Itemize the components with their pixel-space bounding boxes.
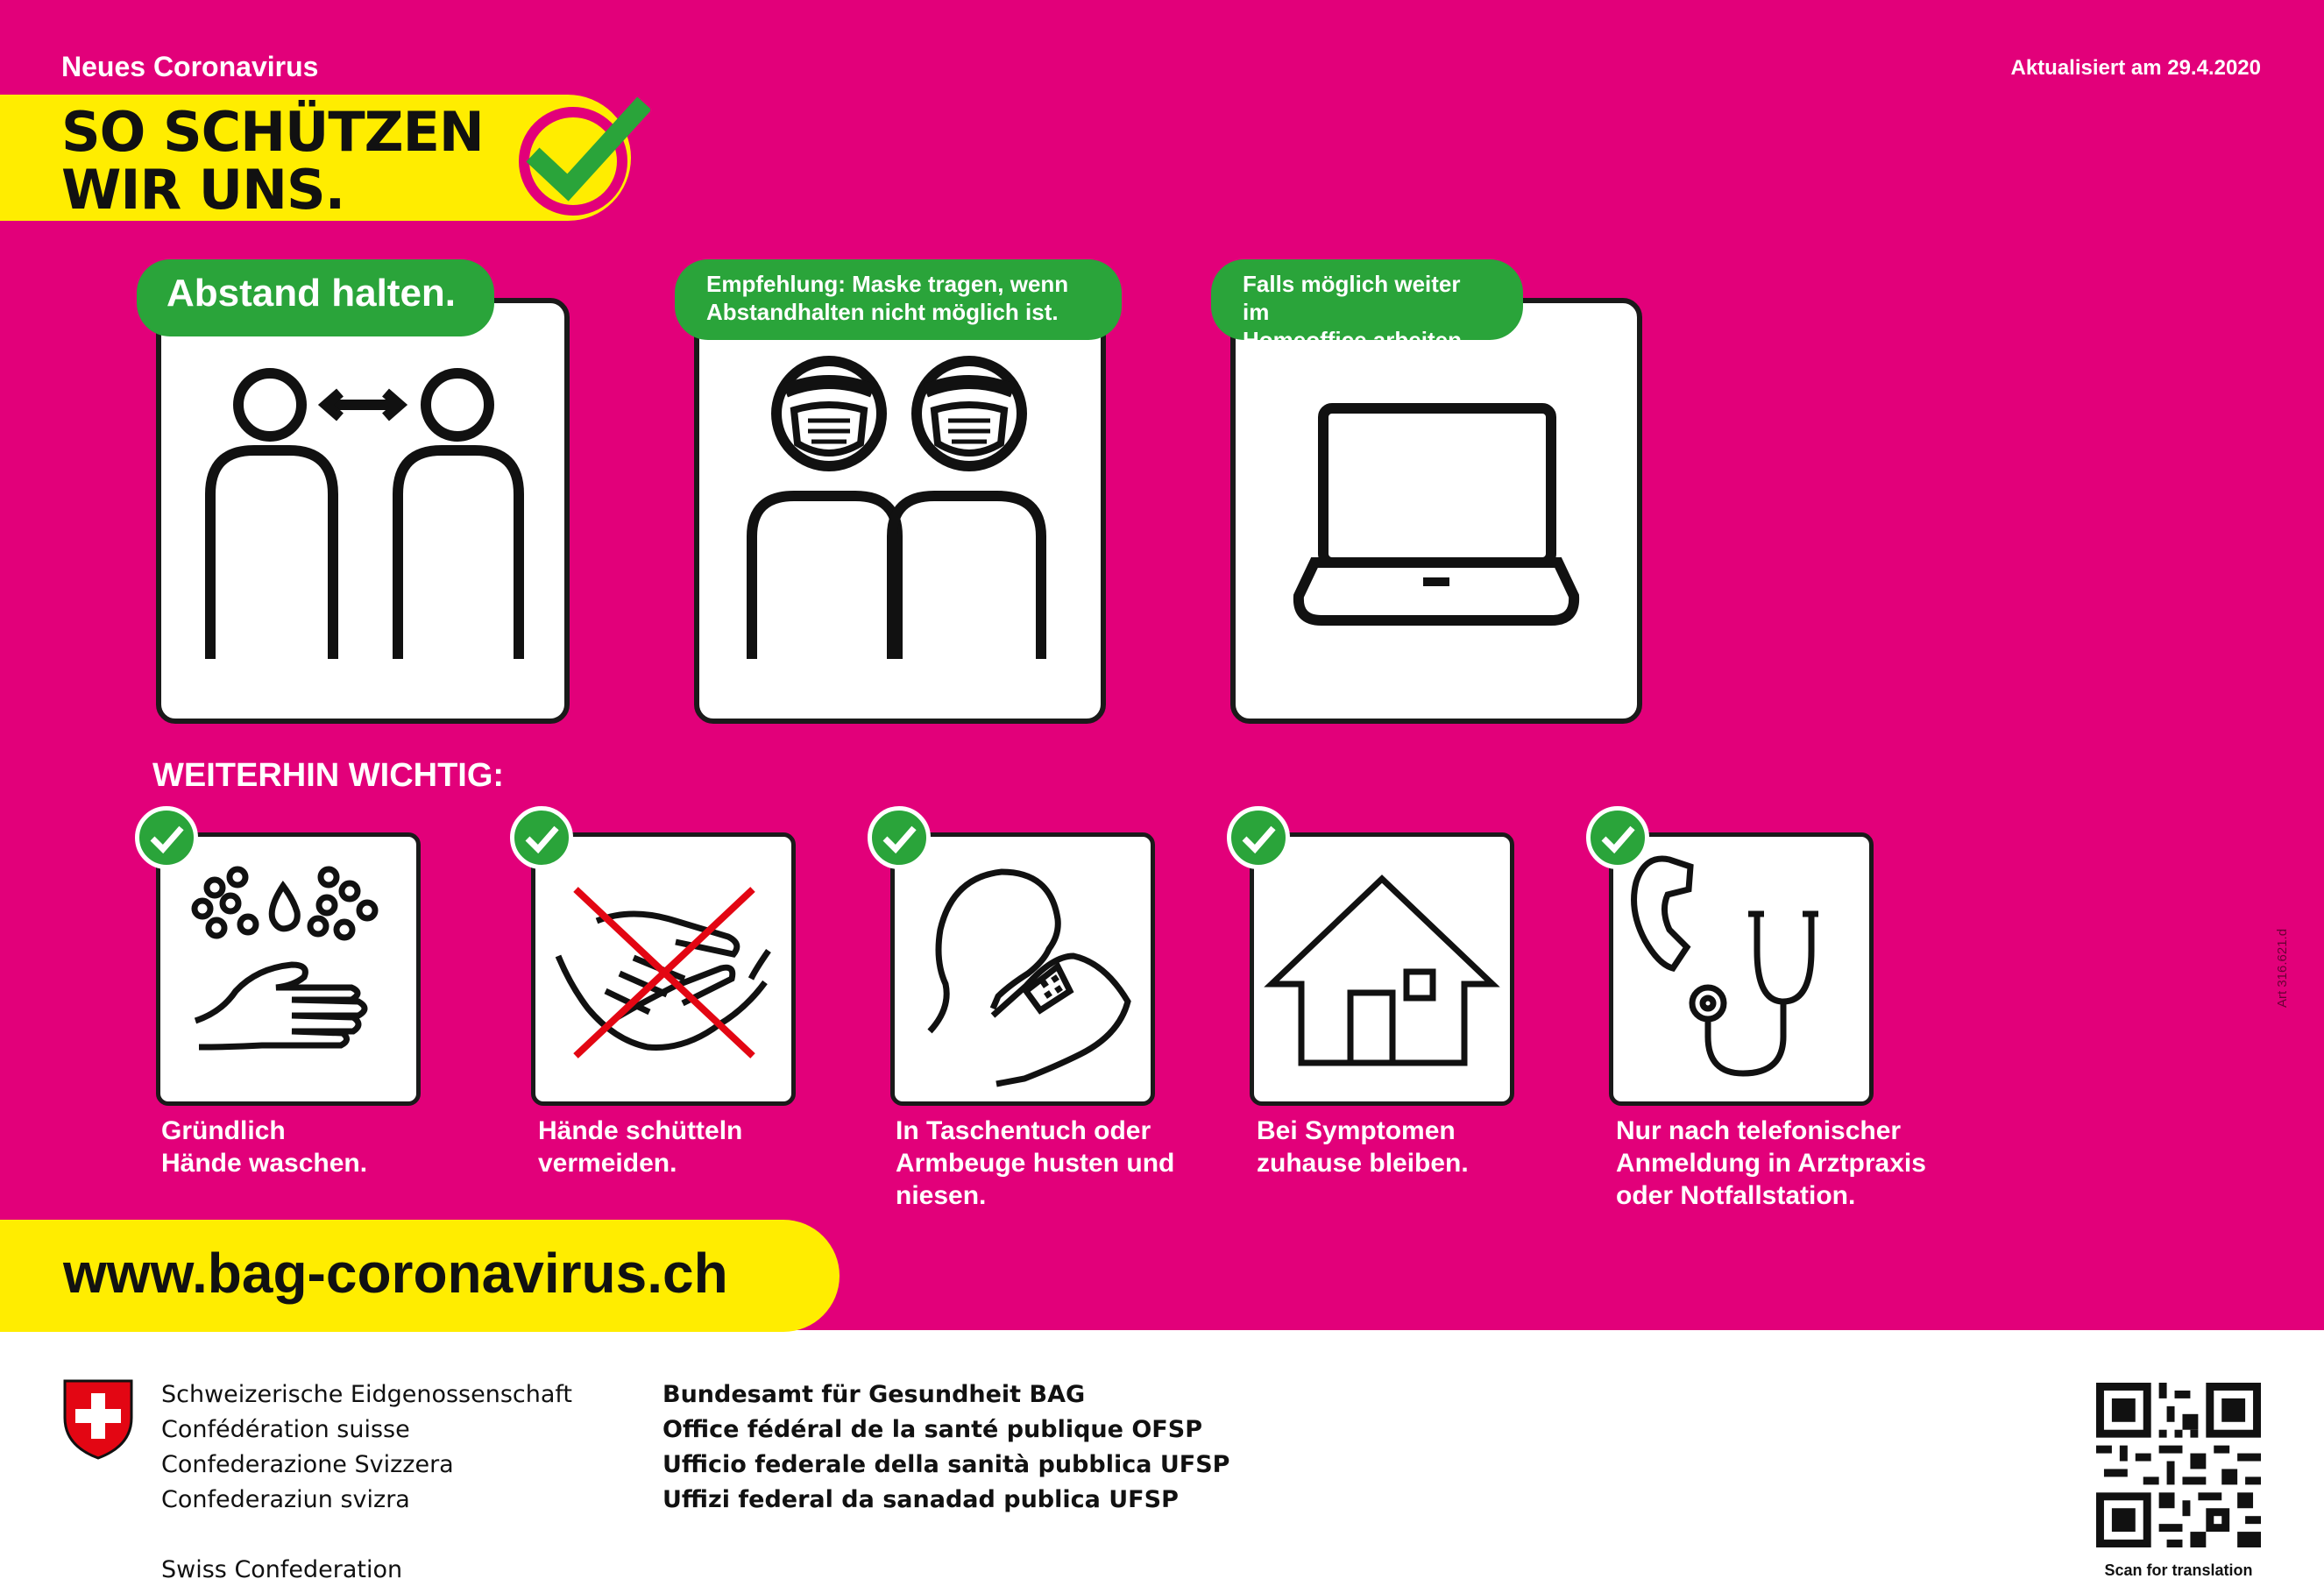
tip-caption-line: Nur nach telefonischer [1616, 1116, 1902, 1145]
qr-caption: Scan for translation [2104, 1561, 2253, 1579]
measure-text-mask-line1: Empfehlung: Maske tragen, wenn [706, 271, 1069, 297]
check-badge-icon [510, 806, 573, 869]
updated-date: Aktualisiert am 29.4.2020 [2010, 56, 2261, 80]
measure-text-distance: Abstand halten. [167, 272, 457, 315]
house-icon [1254, 837, 1510, 1101]
measure-text-mask-line2: Abstandhalten nicht möglich ist. [706, 299, 1059, 325]
section-title: WEITERHIN WICHTIG: [152, 757, 505, 794]
check-badge-icon [135, 806, 198, 869]
tip-caption-line: zuhause bleiben. [1257, 1149, 1469, 1178]
phone-stethoscope-icon [1613, 837, 1869, 1101]
office-name-de: Bundesamt für Gesundheit BAG [662, 1381, 1086, 1408]
office-names [662, 1377, 1229, 1518]
tip-card-handshake [531, 832, 796, 1106]
swiss-confederation: Swiss Confederation [161, 1556, 403, 1583]
hand-washing-icon [160, 837, 416, 1101]
tip-caption-line: Gründlich [161, 1116, 286, 1145]
tip-caption-handwashing [161, 1115, 512, 1179]
tip-caption-handshake [538, 1115, 889, 1179]
confederation-names [161, 1377, 572, 1518]
tip-caption-line: Anmeldung in Arztpraxis [1616, 1149, 1926, 1178]
tip-caption-line: Armbeuge husten und [896, 1149, 1175, 1178]
tip-caption-line: niesen. [896, 1181, 987, 1210]
tip-caption-line: In Taschentuch oder [896, 1116, 1151, 1145]
qr-code-icon[interactable] [2096, 1383, 2261, 1547]
measure-card-homeoffice [1230, 298, 1642, 724]
check-badge-icon [1227, 806, 1290, 869]
swiss-coat-of-arms-icon [61, 1377, 135, 1462]
sneeze-elbow-icon [895, 837, 1151, 1101]
tip-caption-line: Bei Symptomen [1257, 1116, 1456, 1145]
measure-text-homeoffice-line2: Homeoffice arbeiten. [1243, 327, 1469, 353]
headline [61, 100, 484, 222]
headline-line2: WIR UNS. [61, 158, 345, 222]
confederation-name-it: Confederazione Svizzera [161, 1451, 454, 1478]
headline-line1: SO SCHÜTZEN [61, 100, 484, 164]
confederation-name-fr: Confédération suisse [161, 1416, 410, 1443]
topline: Neues Coronavirus [61, 51, 319, 82]
measure-text-homeoffice-line1: Falls möglich weiter im [1243, 271, 1461, 325]
tip-card-sneeze [890, 832, 1155, 1106]
measure-label-homeoffice [1211, 259, 1523, 353]
distance-people-icon [161, 303, 564, 719]
measure-card-distance [156, 298, 570, 724]
laptop-icon [1236, 303, 1637, 719]
tip-caption-sneeze [896, 1115, 1246, 1212]
tip-card-home [1250, 832, 1514, 1106]
check-badge-icon [1586, 806, 1649, 869]
tip-card-handwashing [156, 832, 421, 1106]
confederation-name-rm: Confederaziun svizra [161, 1486, 410, 1513]
art-number: Art 316.621.d [2275, 928, 2290, 1008]
office-name-rm: Uffizi federal da sanadad publica UFSP [662, 1486, 1179, 1513]
tip-caption-line: oder Notfallstation. [1616, 1181, 1856, 1210]
tip-caption-line: Hände waschen. [161, 1149, 368, 1178]
tip-caption-doctor [1616, 1115, 1966, 1212]
confederation-name-de: Schweizerische Eidgenossenschaft [161, 1381, 573, 1408]
office-name-fr: Office fédéral de la santé publique OFSP [662, 1416, 1202, 1443]
measure-card-mask [694, 298, 1106, 724]
measure-label-distance [137, 259, 494, 336]
check-badge-icon [868, 806, 931, 869]
website-link[interactable]: www.bag-coronavirus.ch [63, 1242, 728, 1305]
office-name-it: Ufficio federale della sanità pubblica UFSP [662, 1451, 1230, 1478]
tip-caption-line: vermeiden. [538, 1149, 677, 1178]
checkmark-circle-icon [519, 96, 650, 219]
tip-caption-line: Hände schütteln [538, 1116, 743, 1145]
tip-card-doctor [1609, 832, 1874, 1106]
masked-people-icon [699, 303, 1101, 719]
no-handshake-icon [535, 837, 791, 1101]
tip-caption-home [1257, 1115, 1607, 1179]
measure-label-mask [675, 259, 1122, 340]
